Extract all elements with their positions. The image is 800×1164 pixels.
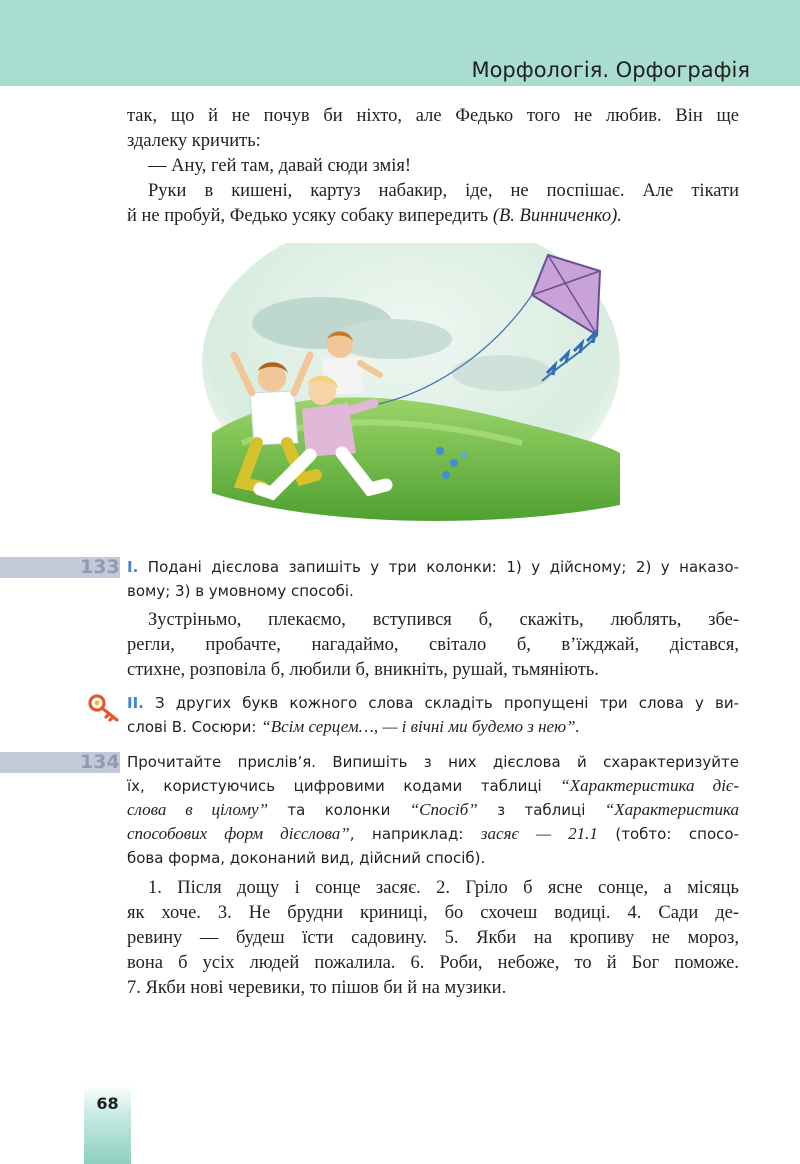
table-name: “Характеристика [604, 800, 739, 819]
instruction-line [127, 774, 739, 798]
instruction-line: бова форма, доконаний вид, дійсний спосіб). [127, 849, 486, 867]
example-code: засяє — 21.1 [480, 824, 598, 843]
exercise-134-number: 134 [80, 751, 120, 773]
sosiura-quote: “Всім серцем…, — і вічні ми будемо з нею”. [261, 717, 580, 736]
story-line: здалеку кричить: [127, 131, 261, 151]
story-excerpt [127, 104, 739, 229]
instruction-text: Подані дієслова запишіть у три колонки: 1) у дійсному; 2) у наказо- [147, 558, 739, 576]
instruction-line: Прочитайте прислів’я. Випишіть з них дієслова й схарактеризуйте [127, 753, 739, 771]
instruction-text: слові В. Сосюри: [127, 718, 262, 736]
story-line-text: й не пробуй, Федько усяку собаку випередить [127, 206, 489, 226]
roman-numeral-1: I. [127, 558, 139, 576]
proverb-line: як хоче. 3. Не брудни криниці, бо схочеш водиці. 4. Сади де- [127, 903, 739, 923]
instruction-text: їх, користуючись цифровими кодами таблиці [127, 777, 561, 795]
table-name: способових форм дієслова” [127, 824, 350, 843]
story-dialogue-line: — Ану, гей там, давай сюди змія! [148, 156, 412, 176]
instruction-line [127, 715, 739, 739]
running-header-title: Морфологія. Орфографія [471, 58, 750, 82]
instruction-line [127, 798, 739, 822]
instruction-text: (тобто: спосо- [597, 825, 739, 843]
story-line: Руки в кишені, картуз набакир, іде, не поспішає. Але тікати [148, 181, 739, 201]
word-list-line: регли, пробачте, нагадаймо, світало б, в’їжджай, дістався, [127, 635, 739, 655]
exercise-133-number: 133 [80, 556, 120, 578]
page-number: 68 [96, 1094, 119, 1113]
proverb-line: 1. Після дощу і сонце засяє. 2. Гріло б ясне сонце, а місяць [148, 878, 739, 898]
instruction-line [127, 555, 739, 579]
key-icon [87, 691, 121, 723]
instruction-line [127, 822, 739, 846]
exercise-133-part2 [127, 691, 739, 739]
kite-children-illustration [202, 243, 620, 525]
roman-numeral-2: II. [127, 694, 144, 712]
story-author: (В. Винниченко). [492, 206, 622, 226]
exercise-133-word-list [127, 608, 739, 683]
exercise-134-proverbs [127, 876, 739, 1001]
instruction-text: та колонки [268, 801, 410, 819]
instruction-line [127, 691, 739, 715]
proverb-line: вона б усіх людей пожалила. 6. Роби, небоже, то й Бог поможе. [127, 953, 739, 973]
cloud [452, 355, 552, 391]
exercise-134-instruction [127, 750, 739, 870]
proverb-line: ревину — будеш їсти садовину. 5. Якби на кропиву не мороз, [127, 928, 739, 948]
word-list-line: стихне, розповіла б, любили б, вникніть, рушай, тьмяніють. [127, 660, 599, 680]
instruction-text: З других букв кожного слова складіть пропущені три слова у ви- [155, 694, 739, 712]
story-line: так, що й не почув би ніхто, але Федько того не любив. Він ще [127, 106, 739, 126]
word-list-line: Зустріньмо, плекаємо, вступився б, скажіть, люблять, збе- [148, 610, 739, 630]
column-name: “Спосіб” [409, 800, 478, 819]
story-line [127, 204, 739, 229]
instruction-text: , наприклад: [349, 825, 481, 843]
proverb-line: 7. Якби нові черевики, то пішов би й на музики. [127, 978, 507, 998]
table-name: слова в цілому” [127, 800, 269, 819]
instruction-text: з таблиці [477, 801, 605, 819]
instruction-line: вому; 3) в умовному способі. [127, 582, 354, 600]
table-name: “Характеристика діє- [560, 776, 739, 795]
exercise-133-part1-instruction [127, 555, 739, 603]
